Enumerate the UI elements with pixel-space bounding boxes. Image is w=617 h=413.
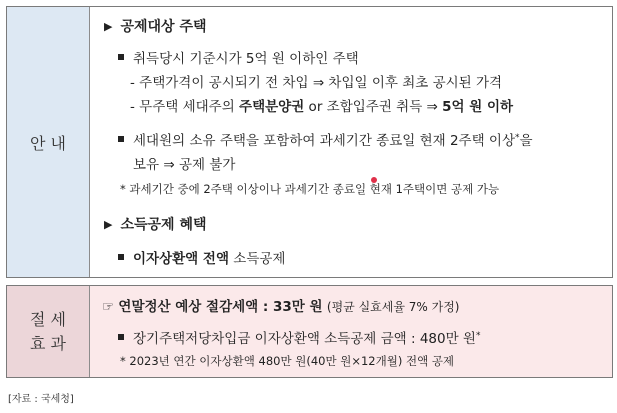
bullet-interest-deduction: 이자상환액 전액 소득공제	[118, 247, 285, 267]
pointing-hand-icon: ☞	[102, 299, 115, 315]
note-two-houses: * 과세기간 중에 2주택 이상이나 과세기간 종료일 현재 1주택이면 공제 가능	[120, 182, 500, 196]
effect-note: * 2023년 연간 이자상환액 480만 원(40만 원×12개월) 전액 공제	[120, 354, 455, 368]
source-caption: [자료 : 국세청]	[8, 394, 74, 405]
info-label: 안 내	[7, 7, 90, 277]
triangle-icon: ▶	[104, 218, 113, 231]
section-title-target-housing: ▶ 공제대상 주택	[104, 19, 207, 35]
sub-item-price-announce: - 주택가격이 공시되기 전 차입 ⇒ 차입일 이후 최초 공시된 가격	[130, 75, 503, 91]
square-bullet-icon	[118, 254, 124, 260]
effect-bullet: 장기주택저당차입금 이자상환액 소득공제 금액 : 480만 원*	[118, 327, 480, 347]
triangle-icon: ▶	[104, 20, 113, 33]
square-bullet-icon	[118, 54, 124, 60]
effect-box	[6, 285, 613, 378]
square-bullet-icon	[118, 334, 124, 340]
square-bullet-icon	[118, 136, 124, 142]
bullet-two-houses: 세대원의 소유 주택을 포함하여 과세기간 종료일 현재 2주택 이상*을	[118, 129, 533, 149]
effect-headline: ☞ 연말정산 예상 절감세액 : 33만 원 (평균 실효세율 7% 가정)	[102, 299, 460, 315]
bullet-two-houses-line2: 보유 ⇒ 공제 불가	[133, 157, 236, 173]
info-content	[90, 7, 612, 277]
effect-content	[90, 286, 612, 377]
section-title-benefit: ▶ 소득공제 혜택	[104, 217, 207, 233]
bullet-base-price: 취득당시 기준시가 5억 원 이하인 주택	[118, 47, 359, 67]
effect-label: 절 세 효 과	[7, 286, 90, 377]
info-box	[6, 6, 613, 278]
sub-item-presale-right: - 무주택 세대주의 주택분양권 or 조합입주권 취득 ⇒ 5억 원 이하	[130, 99, 514, 115]
